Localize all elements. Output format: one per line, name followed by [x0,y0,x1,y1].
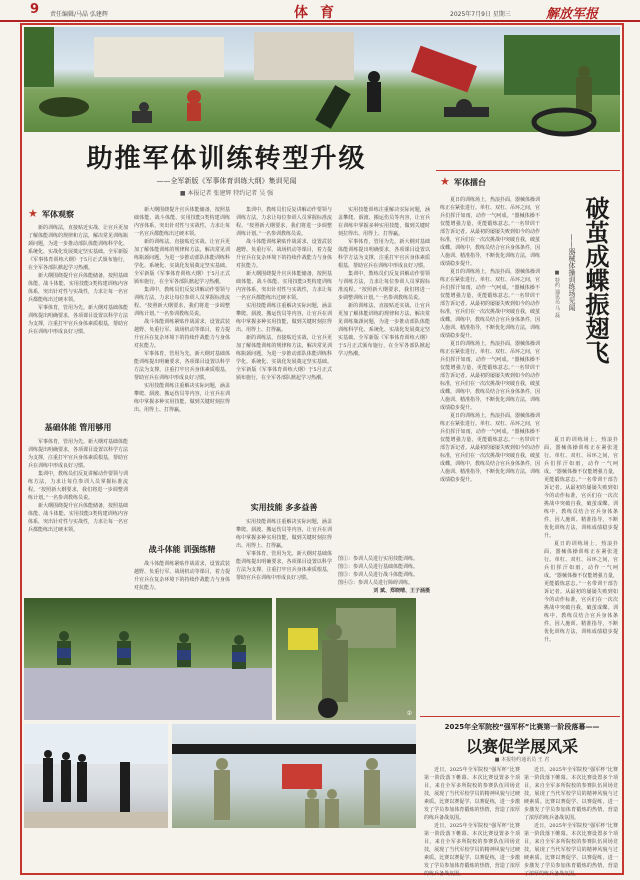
paragraph: 实用技能训练注重解决实际问题，涵盖攀爬、泅渡、搬运伤员等内容，让官兵在训练中掌握多种实用技能，做到关键时刻拉得出、用得上、打得赢。 [338,207,430,237]
paragraph: 集训中，教练员们反复讲解动作要领与训练方法，力求让每位参训人员掌握标准流程。“按照新大纲要求，我们将进一步调整训练计划。”一名参训教练员说。 [236,207,332,237]
divider [420,716,620,717]
paragraph: 军事体育，管用为先。新大纲对基础体能训练提出明确要求，各项课目设置以科学方法为支撑，注重打牢官兵身体素质根基，帮助官兵在训练中形成良好习惯。 [134,351,230,381]
side-headline: 破茧成蝶振翅飞 [581,196,609,364]
paragraph: 夏日的训练场上，热浪扑面，器械体操训练正在紧张进行。单杠、双杠、吊环之间，官兵们挥汗如雨，动作一气呵成。“器械体操不仅能增强力量，更能锻炼意志。”一名带训干部告诉记者。从最初的屡屡失败到如今的动作标准，官兵们在一次次挑战中突破自我，破茧成蝶。训练中，教练员结合官兵身体条件，因人施训、精准指导，不断优化训练方法，训练成绩稳步提升。 [544,437,618,539]
paragraph: 军事体育，管用为先。新大纲对基础体能训练提出明确要求，各项课目设置以科学方法为支撑，注重打牢官兵身体素质根基，帮助官兵在训练中形成良好习惯。 [28,305,129,335]
divider [436,170,620,171]
page-number: 9 [30,2,40,17]
main-text-col-1b [28,438,128,588]
side-byline: ■ 特约 通讯员 马 磊 [554,270,560,318]
bottom-kicker: 2025年全军院校“强军杯”比赛第一阶段落幕—— [444,723,600,731]
paragraph: 新的训练法，直接贴近实战、让官兵更加了解体能训练的规律和方法，解决常见训练瓶颈问题，为进一步推动部队体能训练科学化、系统化、实战化发展奠定坚实基础。全军新版《军事体育训练大纲》于5月正式颁布施行，在全军各部队掀起学习热潮。 [134,239,230,285]
paragraph: 夏日的训练场上，热浪扑面，器械体操训练正在紧张进行。单杠、双杠、吊环之间，官兵们挥汗如雨，动作一气呵成。“器械体操不仅能增强力量，更能锻炼意志。”一名带训干部告诉记者。从最初的屡屡失败到如今的动作标准，官兵们在一次次挑战中突破自我，破茧成蝶。训练中，教练员结合官兵身体条件，因人施训、精准指导，不断优化训练方法，训练成绩稳步提升。 [544,541,618,643]
paragraph: 近日，2025年全军院校“强军杯”比赛第一阶段落下帷幕。本次比赛设置多个项目，来自全军多所院校的参赛队伍同场竞技，展现了当代军校学员的精神风貌与过硬素质。比赛以赛促学、以赛促练，进一步激发了学员参加体育锻炼的热情，营造了浓厚的练兵备战氛围。 [424,823,520,877]
main-text-col-4 [338,206,430,556]
photo-1 [276,598,416,720]
paragraph: 近日，2025年全军院校“强军杯”比赛第一阶段落下帷幕。本次比赛设置多个项目，来自全军多所院校的参赛队伍同场竞技，展现了当代军校学员的精神风貌与过硬素质。比赛以赛促学、以赛促练，进一步激发了学员参加体育锻炼的热情，营造了浓厚的练兵备战氛围。 [424,767,520,821]
paragraph: 夏日的训练场上，热浪扑面，器械体操训练正在紧张进行。单杠、双杠、吊环之间，官兵们挥汗如雨，动作一气呵成。“器械体操不仅能增强力量，更能锻炼意志。”一名带训干部告诉记者。从最初的屡屡失败到如今的动作标准，官兵们在一次次挑战中突破自我，破茧成蝶。训练中，教练员结合官兵身体条件，因人施训、精准指导，不断优化训练方法，训练成绩稳步提升。 [440,413,541,483]
section-title: 体育 [294,5,346,21]
paragraph: 实用技能训练注重解决实际问题，涵盖攀爬、泅渡、搬运伤员等内容，让官兵在训练中掌握多种实用技能，做到关键时刻拉得出、用得上、打得赢。 [236,519,332,549]
star-icon: ★ [28,207,38,220]
main-subtitle: ——全军新版《军事体育训练大纲》集训见闻 [156,177,297,185]
paragraph: 集训中，教练员们反复讲解动作要领与训练方法，力求让每位参训人员掌握标准流程。“按照新大纲要求，我们将进一步调整训练计划。”一名参训教练员说。 [134,287,230,317]
paragraph: 军事体育，管用为先。新大纲对基础体能训练提出明确要求，各项课目设置以科学方法为支撑，注重打牢官兵身体素质根基，帮助官兵在训练中形成良好习惯。 [28,439,129,469]
bottom-byline: ■ 本报特约通讯员 王 君 [494,757,550,763]
paragraph: 集训中，教练员们反复讲解动作要领与训练方法，力求让每位参训人员掌握标准流程。“按照新大纲要求，我们将进一步调整训练计划。”一名参训教练员说。 [338,271,430,301]
paragraph: 军事体育，管用为先。新大纲对基础体能训练提出明确要求，各项课目设置以科学方法为支撑，注重打牢官兵身体素质根基，帮助官兵在训练中形成良好习惯。 [236,551,332,581]
caption-block [338,555,430,595]
paragraph: 实用技能训练注重解决实际问题，涵盖攀爬、泅渡、搬运伤员等内容，让官兵在训练中掌握多种实用技能，做到关键时刻拉得出、用得上、打得赢。 [236,303,332,333]
side-deck: ——器械体操训练场见闻 [568,234,576,311]
paragraph: 军事体育，管用为先。新大纲对基础体能训练提出明确要求，各项课目设置以科学方法为支撑，注重打牢官兵身体素质根基，帮助官兵在训练中形成良好习惯。 [338,239,430,269]
section-tag-label: 军体擂台 [454,178,486,187]
paragraph: 夏日的训练场上，热浪扑面，器械体操训练正在紧张进行。单杠、双杠、吊环之间，官兵们挥汗如雨，动作一气呵成。“器械体操不仅能增强力量，更能锻炼意志。”一名带训干部告诉记者。从最初的屡屡失败到如今的动作标准，官兵们在一次次挑战中突破自我，破茧成蝶。训练中，教练员结合官兵身体条件，因人施训、精准指导，不断优化训练方法，训练成绩稳步提升。 [440,341,541,411]
paragraph: 战斗体能训练紧贴作战需求，设置武装越野、负重行军、战场机动等课目，着力提升官兵在复杂环境下的持续作战能力与身体对抗能力。 [134,319,230,349]
bottom-headline: 以赛促学展风采 [465,737,578,756]
subhead-basic: 基础体能 管用够用 [44,423,112,432]
bottom-text-col-2 [524,766,618,877]
photo-number: ② [406,710,412,717]
paragraph: 战斗体能训练紧贴作战需求，设置武装越野、负重行军、战场机动等课目，着力提升官兵在复杂环境下的持续作战能力与身体对抗能力。 [134,561,230,591]
main-text-col-1 [28,224,128,414]
paragraph: 夏日的训练场上，热浪扑面，器械体操训练正在紧张进行。单杠、双杠、吊环之间，官兵们挥汗如雨，动作一气呵成。“器械体操不仅能增强力量，更能锻炼意志。”一名带训干部告诉记者。从最初的屡屡失败到如今的动作标准，官兵们在一次次挑战中突破自我，破茧成蝶。训练中，教练员结合官兵身体条件，因人施训、精准指导，不断优化训练方法，训练成绩稳步提升。 [440,197,541,267]
caption: 图③：参训人员进行战斗体能训练。 [338,572,419,578]
paragraph: 新的训练法，直接贴近实战、让官兵更加了解体能训练的规律和方法，解决常见训练瓶颈问题，为进一步推动部队体能训练科学化、系统化、实战化发展奠定坚实基础。全军新版《军事体育训练大纲》于5月正式颁布施行，在全军各部队掀起学习热潮。 [28,225,129,271]
side-text-col-2 [544,436,618,686]
paragraph: 新的训练法，直接贴近实战、让官兵更加了解体能训练的规律和方法，解决常见训练瓶颈问题，为进一步推动部队体能训练科学化、系统化、实战化发展奠定坚实基础。全军新版《军事体育训练大纲》于5月正式颁布施行，在全军各部队掀起学习热潮。 [236,335,332,381]
photo-credit: 刘 斌、郑晓晴、王子涵摄 [373,588,430,594]
paragraph: 新的训练法，直接贴近实战、让官兵更加了解体能训练的规律和方法，解决常见训练瓶颈问题，为进一步推动部队体能训练科学化、系统化、实战化发展奠定坚实基础。全军新版《军事体育训练大纲》于5月正式颁布施行，在全军各部队掀起学习热潮。 [338,303,430,357]
main-headline: 助推军体训练转型升级 [86,144,367,174]
section-tag-observe [28,208,88,220]
main-text-col-2b [134,560,230,592]
star-icon: ★ [440,175,450,188]
caption: 图①：参训人员进行实用技能训练。 [338,556,419,562]
masthead [0,0,640,22]
paragraph: 新大纲围绕提升官兵体能储备，按照基础体能、战斗体能、实用技能3类构建训练内容体系，突出针对性与实战性，力求让每一名官兵都能练出过硬本领。 [28,503,129,533]
paper-logo: 解放军报 [546,7,599,22]
section-tag-arena [440,176,510,188]
top-photo [24,27,620,132]
main-text-col-3b [236,518,332,592]
photo-4 [24,724,168,828]
paragraph: 近日，2025年全军院校“强军杯”比赛第一阶段落下帷幕。本次比赛设置多个项目，来自全军多所院校的参赛队伍同场竞技，展现了当代军校学员的精神风貌与过硬素质。比赛以赛促学、以赛促练，进一步激发了学员参加体育锻炼的热情，营造了浓厚的练兵备战氛围。 [524,823,618,877]
photo-5 [172,724,416,828]
caption: 图②：参训人员进行基础体能训练。 [338,564,419,570]
main-byline: ■ 本报记者 张建辉 特约记者 吴 强 [179,190,274,197]
paragraph: 近日，2025年全军院校“强军杯”比赛第一阶段落下帷幕。本次比赛设置多个项目，来自全军多所院校的参赛队伍同场竞技，展现了当代军校学员的精神风貌与过硬素质。比赛以赛促学、以赛促练，进一步激发了学员参加体育锻炼的热情，营造了浓厚的练兵备战氛围。 [524,767,618,821]
subhead-practical: 实用技能 多多益善 [250,503,318,512]
paragraph: 夏日的训练场上，热浪扑面，器械体操训练正在紧张进行。单杠、双杠、吊环之间，官兵们挥汗如雨，动作一气呵成。“器械体操不仅能增强力量，更能锻炼意志。”一名带训干部告诉记者。从最初的屡屡失败到如今的动作标准，官兵们在一次次挑战中突破自我，破茧成蝶。训练中，教练员结合官兵身体条件，因人施训、精准指导，不断优化训练方法，训练成绩稳步提升。 [440,269,541,339]
subhead-combat: 战斗体能 训强练精 [148,545,216,554]
paragraph: 战斗体能训练紧贴作战需求，设置武装越野、负重行军、战场机动等课目，着力提升官兵在复杂环境下的持续作战能力与身体对抗能力。 [236,239,332,269]
paragraph: 新大纲围绕提升官兵体能储备，按照基础体能、战斗体能、实用技能3类构建训练内容体系，突出针对性与实战性，力求让每一名官兵都能练出过硬本领。 [236,271,332,301]
bottom-text-col-1 [424,766,520,877]
editors-line: 责任编辑/马晶 弘建辉 [50,11,108,18]
paragraph: 新大纲围绕提升官兵体能储备，按照基础体能、战斗体能、实用技能3类构建训练内容体系，突出针对性与实战性，力求让每一名官兵都能练出过硬本领。 [28,273,129,303]
paragraph: 实用技能训练注重解决实际问题，涵盖攀爬、泅渡、搬运伤员等内容，让官兵在训练中掌握多种实用技能，做到关键时刻拉得出、用得上、打得赢。 [134,383,230,413]
caption: 图④⑤：参训人员进行障碍训练。 [338,580,414,586]
paragraph: 集训中，教练员们反复讲解动作要领与训练方法，力求让每位参训人员掌握标准流程。“按照新大纲要求，我们将进一步调整训练计划。”一名参训教练员说。 [28,471,129,501]
main-text-col-2 [134,206,230,531]
main-text-col-3 [236,206,332,496]
paragraph: 新大纲围绕提升官兵体能储备，按照基础体能、战斗体能、实用技能3类构建训练内容体系，突出针对性与实战性，力求让每一名官兵都能练出过硬本领。 [134,207,230,237]
side-text-col-1 [440,196,540,686]
photo-2 [24,598,272,720]
section-tag-label: 军体观察 [42,210,74,219]
date-line: 2025年7月9日 星期三 [450,11,511,18]
